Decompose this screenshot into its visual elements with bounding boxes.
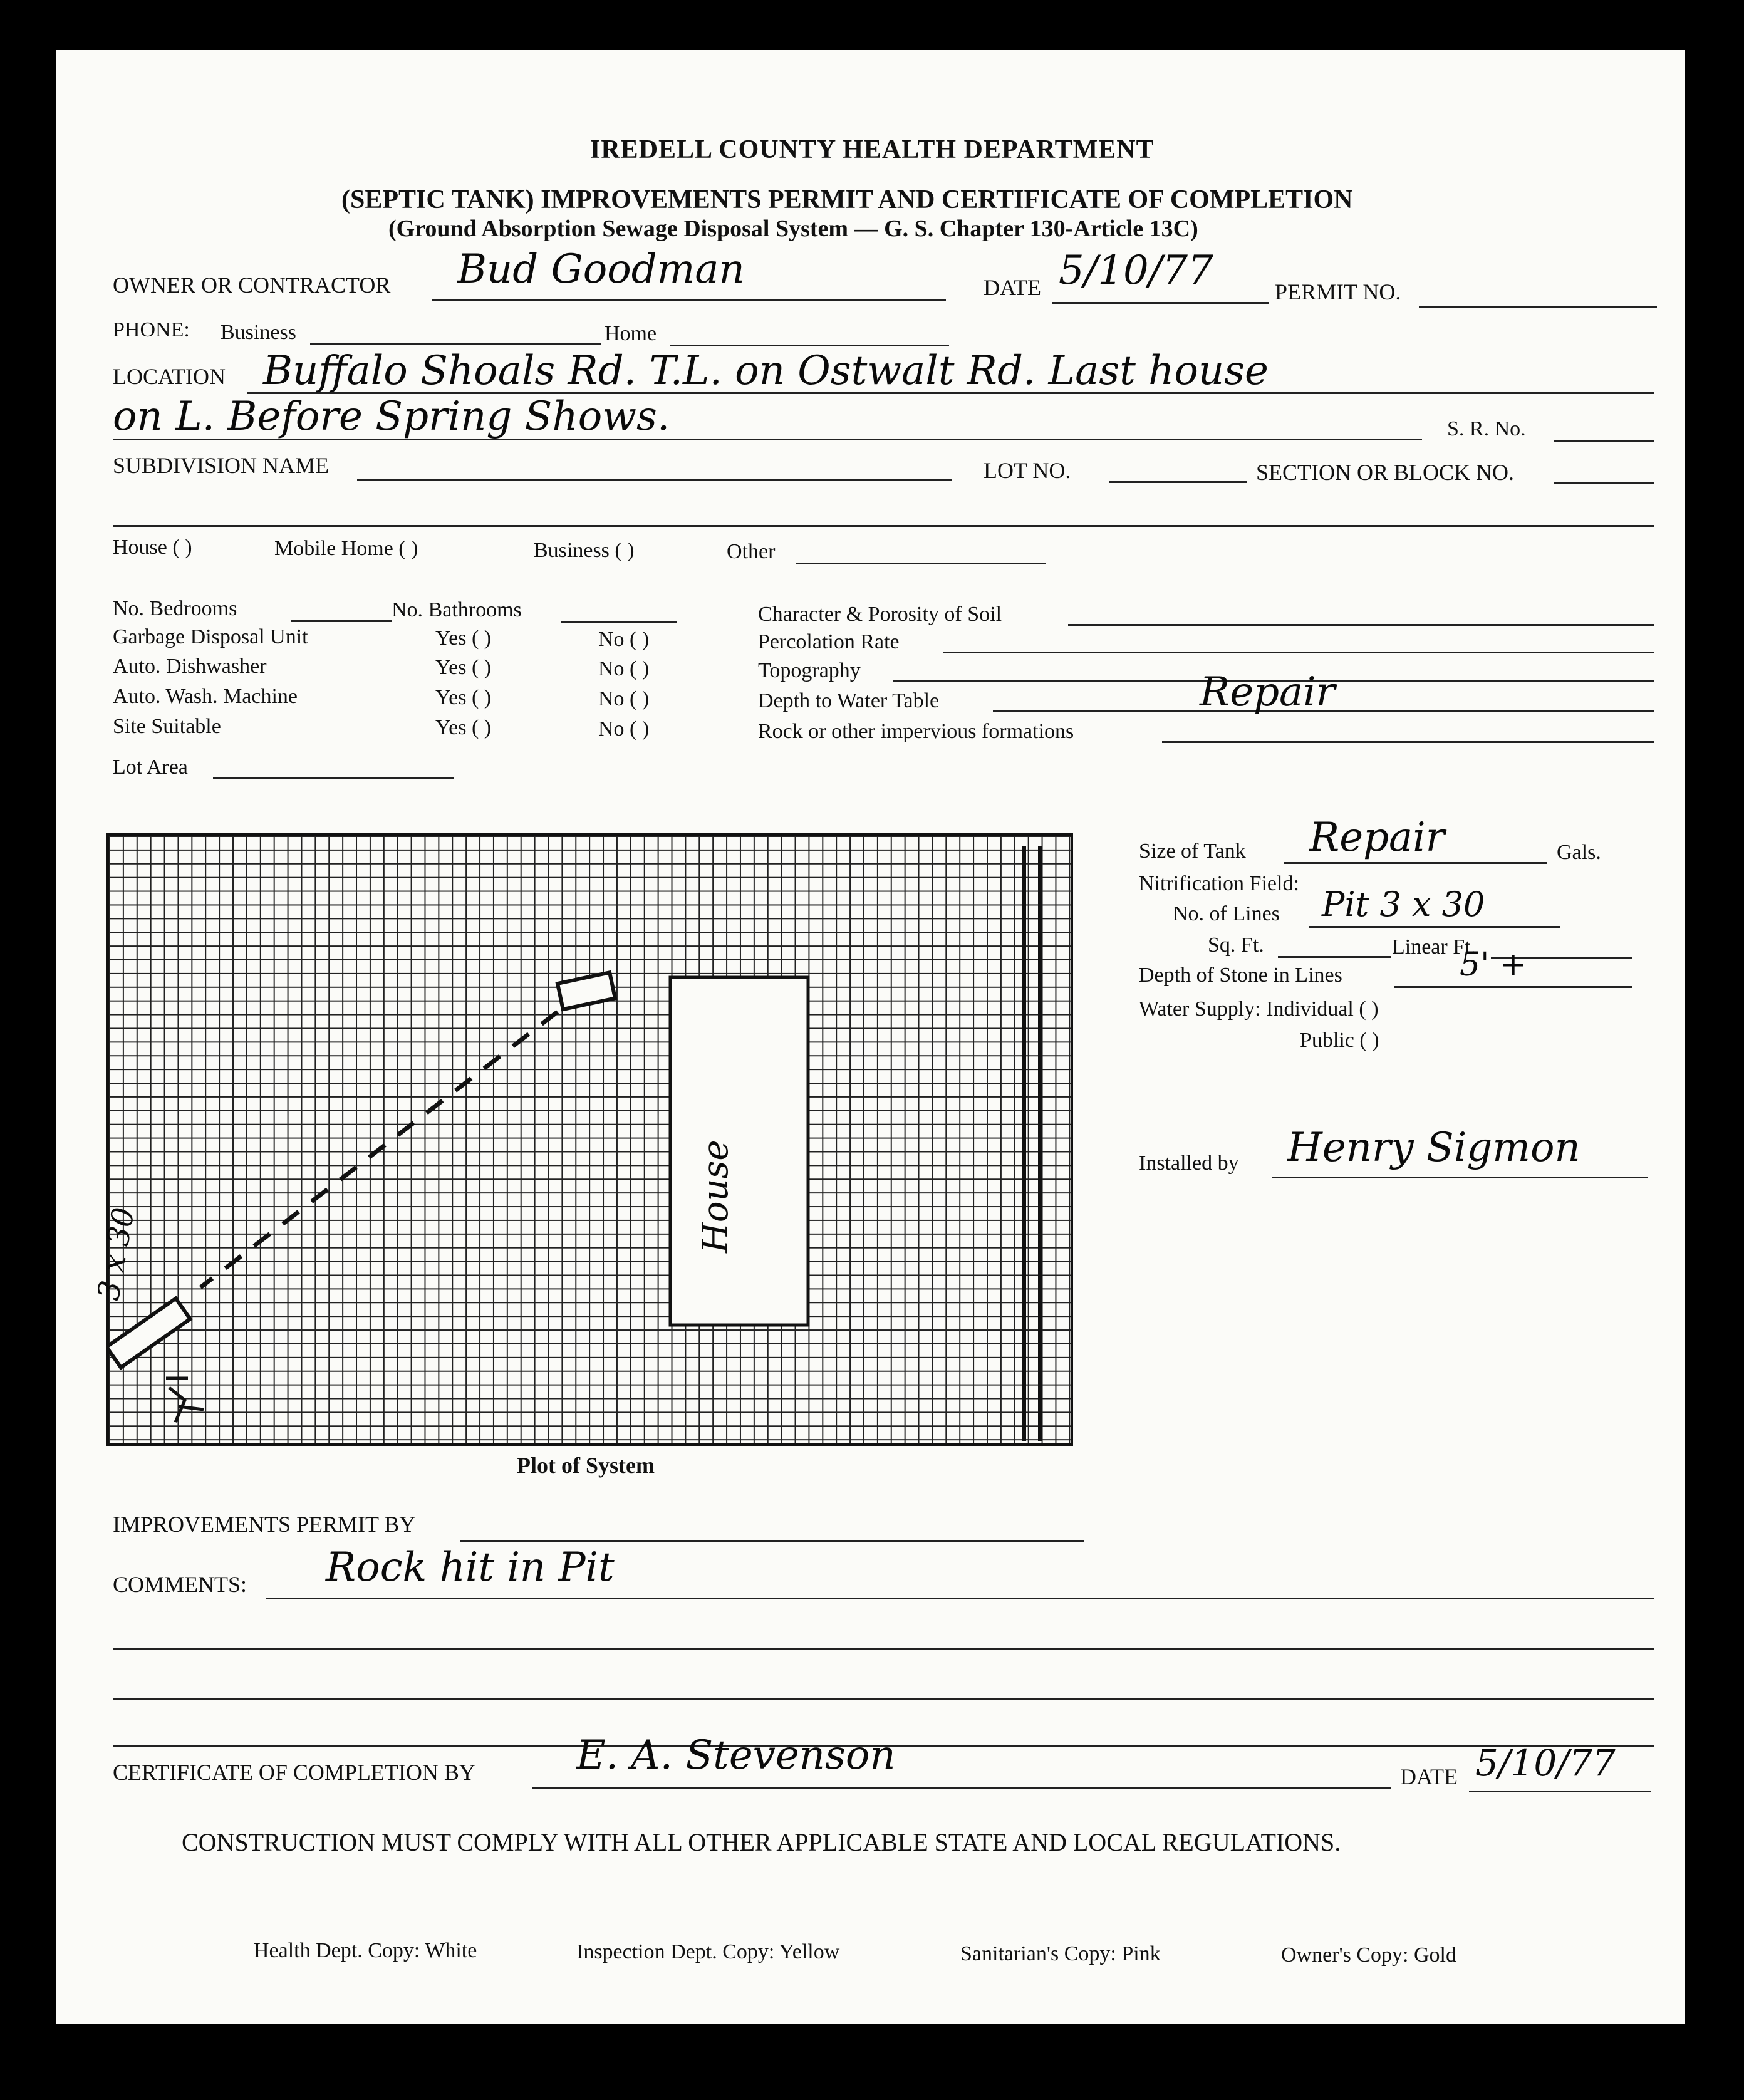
- linear-ft-label: Linear Ft.: [1392, 935, 1477, 959]
- stone-depth-label: Depth of Stone in Lines: [1139, 964, 1342, 987]
- owner-label: OWNER OR CONTRACTOR: [113, 273, 391, 298]
- tank-box: [558, 972, 615, 1009]
- lot-no-label: LOT NO.: [984, 458, 1071, 483]
- compliance-notice: CONSTRUCTION MUST COMPLY WITH ALL OTHER APPLICABLE STATE AND LOCAL REGULATIONS.: [182, 1828, 1341, 1856]
- garbage-disposal-label: Garbage Disposal Unit: [113, 625, 308, 648]
- house-outline: [670, 977, 808, 1325]
- copy-health: Health Dept. Copy: White: [254, 1939, 477, 1962]
- lines-label: No. of Lines: [1173, 902, 1280, 925]
- copy-sanitarian: Sanitarian's Copy: Pink: [960, 1942, 1161, 1965]
- line-path: [200, 1012, 558, 1287]
- soil-character-label: Character & Porosity of Soil: [758, 603, 1002, 626]
- phone-label: PHONE:: [113, 318, 190, 341]
- certificate-signature: E. A. Stevenson: [576, 1732, 896, 1779]
- location-line1: Buffalo Shoals Rd. T.L. on Ostwalt Rd. Last house: [263, 348, 1269, 394]
- site-suitable-no: No ( ): [598, 717, 650, 741]
- section-block-label: SECTION OR BLOCK NO.: [1256, 460, 1515, 485]
- bathrooms-label: No. Bathrooms: [392, 598, 522, 621]
- comments-value: Rock hit in Pit: [326, 1544, 615, 1591]
- percolation-label: Percolation Rate: [758, 630, 900, 653]
- garbage-yes: Yes ( ): [435, 626, 492, 650]
- wash-machine-label: Auto. Wash. Machine: [113, 685, 298, 708]
- department-title: IREDELL COUNTY HEALTH DEPARTMENT: [590, 135, 1155, 164]
- wash-machine-no: No ( ): [598, 687, 650, 710]
- phone-home-label: Home: [605, 322, 657, 345]
- location-line2: on L. Before Spring Shows.: [113, 393, 670, 440]
- certificate-date-value: 5/10/77: [1475, 1742, 1616, 1784]
- copy-inspection: Inspection Dept. Copy: Yellow: [576, 1940, 840, 1963]
- date-label: DATE: [984, 275, 1041, 300]
- sr-no-label: S. R. No.: [1447, 417, 1526, 440]
- owner-value: Bud Goodman: [457, 246, 745, 293]
- form-title: (SEPTIC TANK) IMPROVEMENTS PERMIT AND CERTIFICATE OF COMPLETION: [341, 185, 1353, 214]
- plot-caption: Plot of System: [517, 1453, 655, 1478]
- comments-label: COMMENTS:: [113, 1572, 247, 1597]
- certificate-label: CERTIFICATE OF COMPLETION BY: [113, 1760, 475, 1785]
- north-arrow-mark: [166, 1378, 204, 1422]
- permit-no-label: PERMIT NO.: [1275, 279, 1401, 304]
- date-value: 5/10/77: [1059, 247, 1213, 294]
- certificate-date-label: DATE: [1400, 1764, 1458, 1789]
- bedrooms-label: No. Bedrooms: [113, 597, 237, 620]
- permit-by-label: IMPROVEMENTS PERMIT BY: [113, 1512, 416, 1537]
- subdivision-label: SUBDIVISION NAME: [113, 453, 330, 478]
- type-mobile-home: Mobile Home ( ): [274, 537, 418, 560]
- pit-box: [106, 1299, 190, 1368]
- type-house: House ( ): [113, 536, 192, 559]
- lot-area-label: Lot Area: [113, 756, 188, 779]
- gals-label: Gals.: [1557, 841, 1601, 864]
- pit-label: 3 x 30: [91, 1205, 142, 1303]
- water-table-value: Repair: [1200, 669, 1336, 715]
- dishwasher-no: No ( ): [598, 657, 650, 680]
- house-label: House: [695, 1140, 736, 1253]
- form-subtitle: (Ground Absorption Sewage Disposal System — G. S. Chapter 130-Article 13C): [388, 216, 1198, 242]
- site-suitable-label: Site Suitable: [113, 715, 221, 738]
- type-business: Business ( ): [534, 539, 635, 562]
- water-supply-individual: Water Supply: Individual ( ): [1139, 997, 1379, 1021]
- water-supply-public: Public ( ): [1300, 1029, 1379, 1052]
- copy-owner: Owner's Copy: Gold: [1281, 1943, 1457, 1967]
- dishwasher-yes: Yes ( ): [435, 656, 492, 679]
- topography-label: Topography: [758, 659, 861, 682]
- site-suitable-yes: Yes ( ): [435, 716, 492, 739]
- installed-by-value: Henry Sigmon: [1287, 1125, 1580, 1171]
- garbage-no: No ( ): [598, 628, 650, 651]
- lines-value: Pit 3 x 30: [1322, 885, 1485, 924]
- wash-machine-yes: Yes ( ): [435, 686, 492, 709]
- tank-size-value: Repair: [1309, 814, 1445, 861]
- water-table-label: Depth to Water Table: [758, 689, 940, 712]
- sqft-label: Sq. Ft.: [1208, 933, 1264, 957]
- stone-depth-value: 5' +: [1460, 946, 1527, 984]
- plot-drawing: [106, 833, 1068, 1441]
- type-other-label: Other: [727, 540, 776, 563]
- rock-label: Rock or other impervious formations: [758, 720, 1074, 743]
- phone-business-label: Business: [221, 321, 296, 344]
- tank-size-label: Size of Tank: [1139, 839, 1246, 863]
- location-label: LOCATION: [113, 364, 226, 389]
- dishwasher-label: Auto. Dishwasher: [113, 655, 267, 678]
- installed-by-label: Installed by: [1139, 1151, 1239, 1175]
- nitrification-label: Nitrification Field:: [1139, 872, 1299, 895]
